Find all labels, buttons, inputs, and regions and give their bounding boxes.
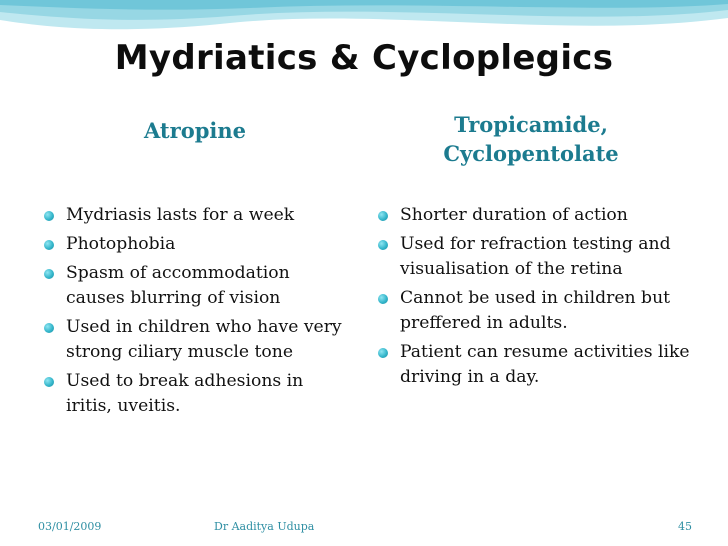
bullet-icon bbox=[44, 211, 54, 221]
slide-title: Mydriatics & Cycloplegics bbox=[114, 38, 614, 78]
right-column-heading bbox=[405, 110, 657, 168]
left-column-heading: Atropine bbox=[144, 118, 246, 143]
footer-page-number: 45 bbox=[678, 520, 692, 533]
list-item: Mydriasis lasts for a week bbox=[40, 203, 350, 228]
footer-author: Dr Aaditya Udupa bbox=[214, 520, 315, 533]
right-bullet-list bbox=[374, 203, 704, 394]
list-item: Used in children who have very strong ciliary muscle tone bbox=[40, 315, 350, 365]
list-item: Photophobia bbox=[40, 232, 350, 257]
right-heading-line-1: Tropicamide, bbox=[454, 112, 608, 137]
list-item: Shorter duration of action bbox=[374, 203, 704, 228]
bullet-icon bbox=[44, 269, 54, 279]
bullet-icon bbox=[44, 323, 54, 333]
bullet-icon bbox=[44, 377, 54, 387]
bullet-icon bbox=[378, 348, 388, 358]
list-item: Patient can resume activities like driving in a day. bbox=[374, 340, 704, 390]
bullet-icon bbox=[44, 240, 54, 250]
list-item: Used to break adhesions in iritis, uveitis. bbox=[40, 369, 350, 419]
bullet-icon bbox=[378, 240, 388, 250]
left-bullet-list bbox=[40, 203, 350, 423]
list-item: Spasm of accommodation causes blurring of vision bbox=[40, 261, 350, 311]
list-item: Cannot be used in children but preffered in adults. bbox=[374, 286, 704, 336]
bullet-icon bbox=[378, 211, 388, 221]
list-item: Used for refraction testing and visualisation of the retina bbox=[374, 232, 704, 282]
right-heading-line-2: Cyclopentolate bbox=[443, 141, 619, 166]
bullet-icon bbox=[378, 294, 388, 304]
footer-date: 03/01/2009 bbox=[38, 520, 102, 533]
